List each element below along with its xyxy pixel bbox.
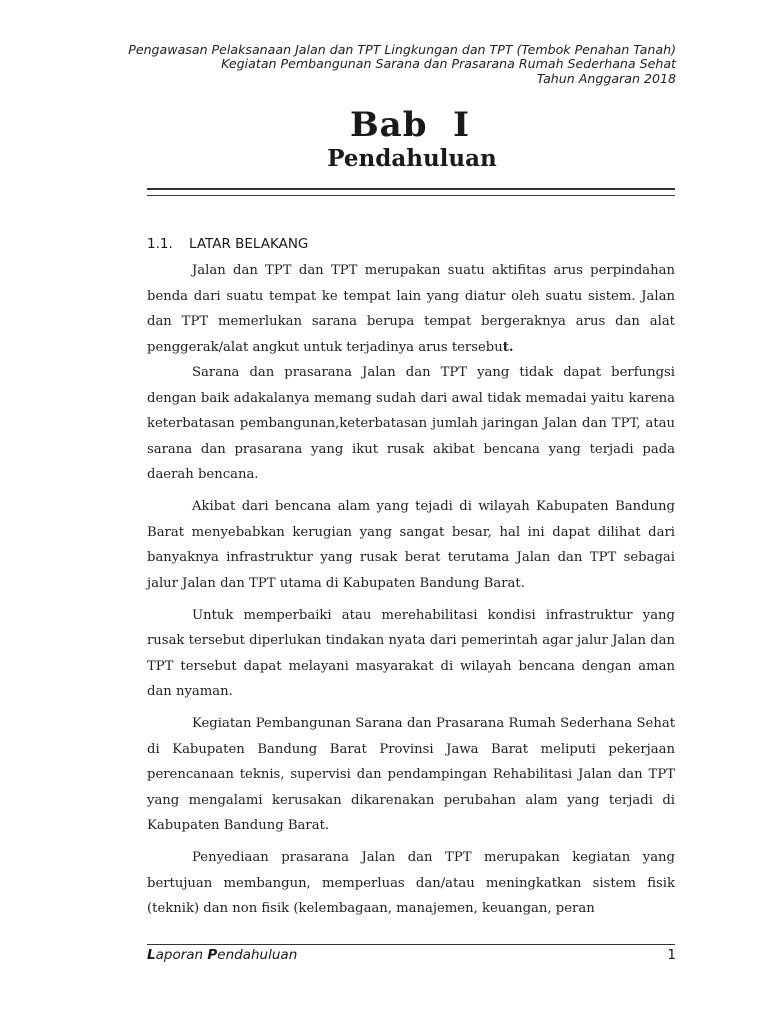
footer-title — [147, 946, 297, 964]
chapter-subtitle: Pendahuluan — [327, 145, 497, 172]
header-line-1: Pengawasan Pelaksanaan Jalan dan TPT Lingkungan dan TPT (Tembok Penahan Tanah) — [128, 42, 676, 57]
paragraph-bold-end: t. — [502, 339, 514, 355]
footer-initial-l: L — [147, 947, 156, 963]
body-text — [147, 258, 675, 922]
footer-initial-p: P — [207, 947, 218, 963]
footer-word-1: aporan — [155, 947, 208, 963]
paragraph: Akibat dari bencana alam yang tejadi di wilayah Kabupaten Bandung Barat menyebabkan kerugian yang sangat besar, hal ini dapat dilihat dari banyaknya infrastruktur yang rusak berat terutama Jalan dan TPT sebagai jalur Jalan dan TPT utama di Kabupaten Bandung Barat. — [147, 499, 675, 591]
header-line-3: Tahun Anggaran 2018 — [536, 70, 676, 86]
paragraph: Sarana dan prasarana Jalan dan TPT yang tidak dapat berfungsi dengan baik adakalanya memang sudah dari awal tidak memadai yaitu karena keterbatasan pembangunan,keterbatasan jumlah jaringan Jalan dan TPT, atau sarana dan prasarana yang ikut rusak akibat bencana yang terjadi pada daerah bencana. — [147, 365, 675, 482]
section-number: 1.1. — [147, 236, 173, 252]
paragraph: Penyediaan prasarana Jalan dan TPT merupakan kegiatan yang bertujuan membangun, memperluas dan/atau meningkatkan sistem fisik (teknik) dan non fisik (kelembagaan, manajemen, keuangan, peran — [147, 850, 675, 916]
paragraph: Kegiatan Pembangunan Sarana dan Prasarana Rumah Sederhana Sehat di Kabupaten Bandung Barat Provinsi Jawa Barat meliputi pekerjaan perencanaan teknis, supervisi dan pendampingan Rehabilitasi Jalan dan TPT yang mengalami kerusakan dikarenakan perubahan alam yang terjadi di Kabupaten Bandung Barat. — [147, 716, 675, 833]
paragraph: Untuk memperbaiki atau merehabilitasi kondisi infrastruktur yang rusak tersebut diperlukan tindakan nyata dari pemerintah agar jalur Jalan dan TPT tersebut dapat melayani masyarakat di wilayah bencana dengan aman dan nyaman. — [147, 607, 675, 699]
chapter-title: Bab I — [349, 105, 471, 145]
section-heading — [147, 235, 308, 253]
page-number: 1 — [667, 947, 676, 963]
paragraph-text: Jalan dan TPT dan TPT merupakan suatu aktifitas arus perpindahan benda dari suatu tempat ke tempat lain yang diatur oleh suatu sistem. Jalan dan TPT memerlukan sarana berupa tempat bergeraknya arus dan alat penggerak/alat angkut untuk terjadinya arus tersebu — [147, 263, 675, 355]
footer-word-2: endahuluan — [217, 947, 298, 963]
running-header — [128, 43, 676, 86]
section-title: LATAR BELAKANG — [189, 236, 309, 252]
header-line-2: Kegiatan Pembangunan Sarana dan Prasarana Rumah Sederhana Sehat — [221, 56, 676, 72]
title-divider — [147, 188, 675, 196]
paragraph — [147, 258, 675, 360]
